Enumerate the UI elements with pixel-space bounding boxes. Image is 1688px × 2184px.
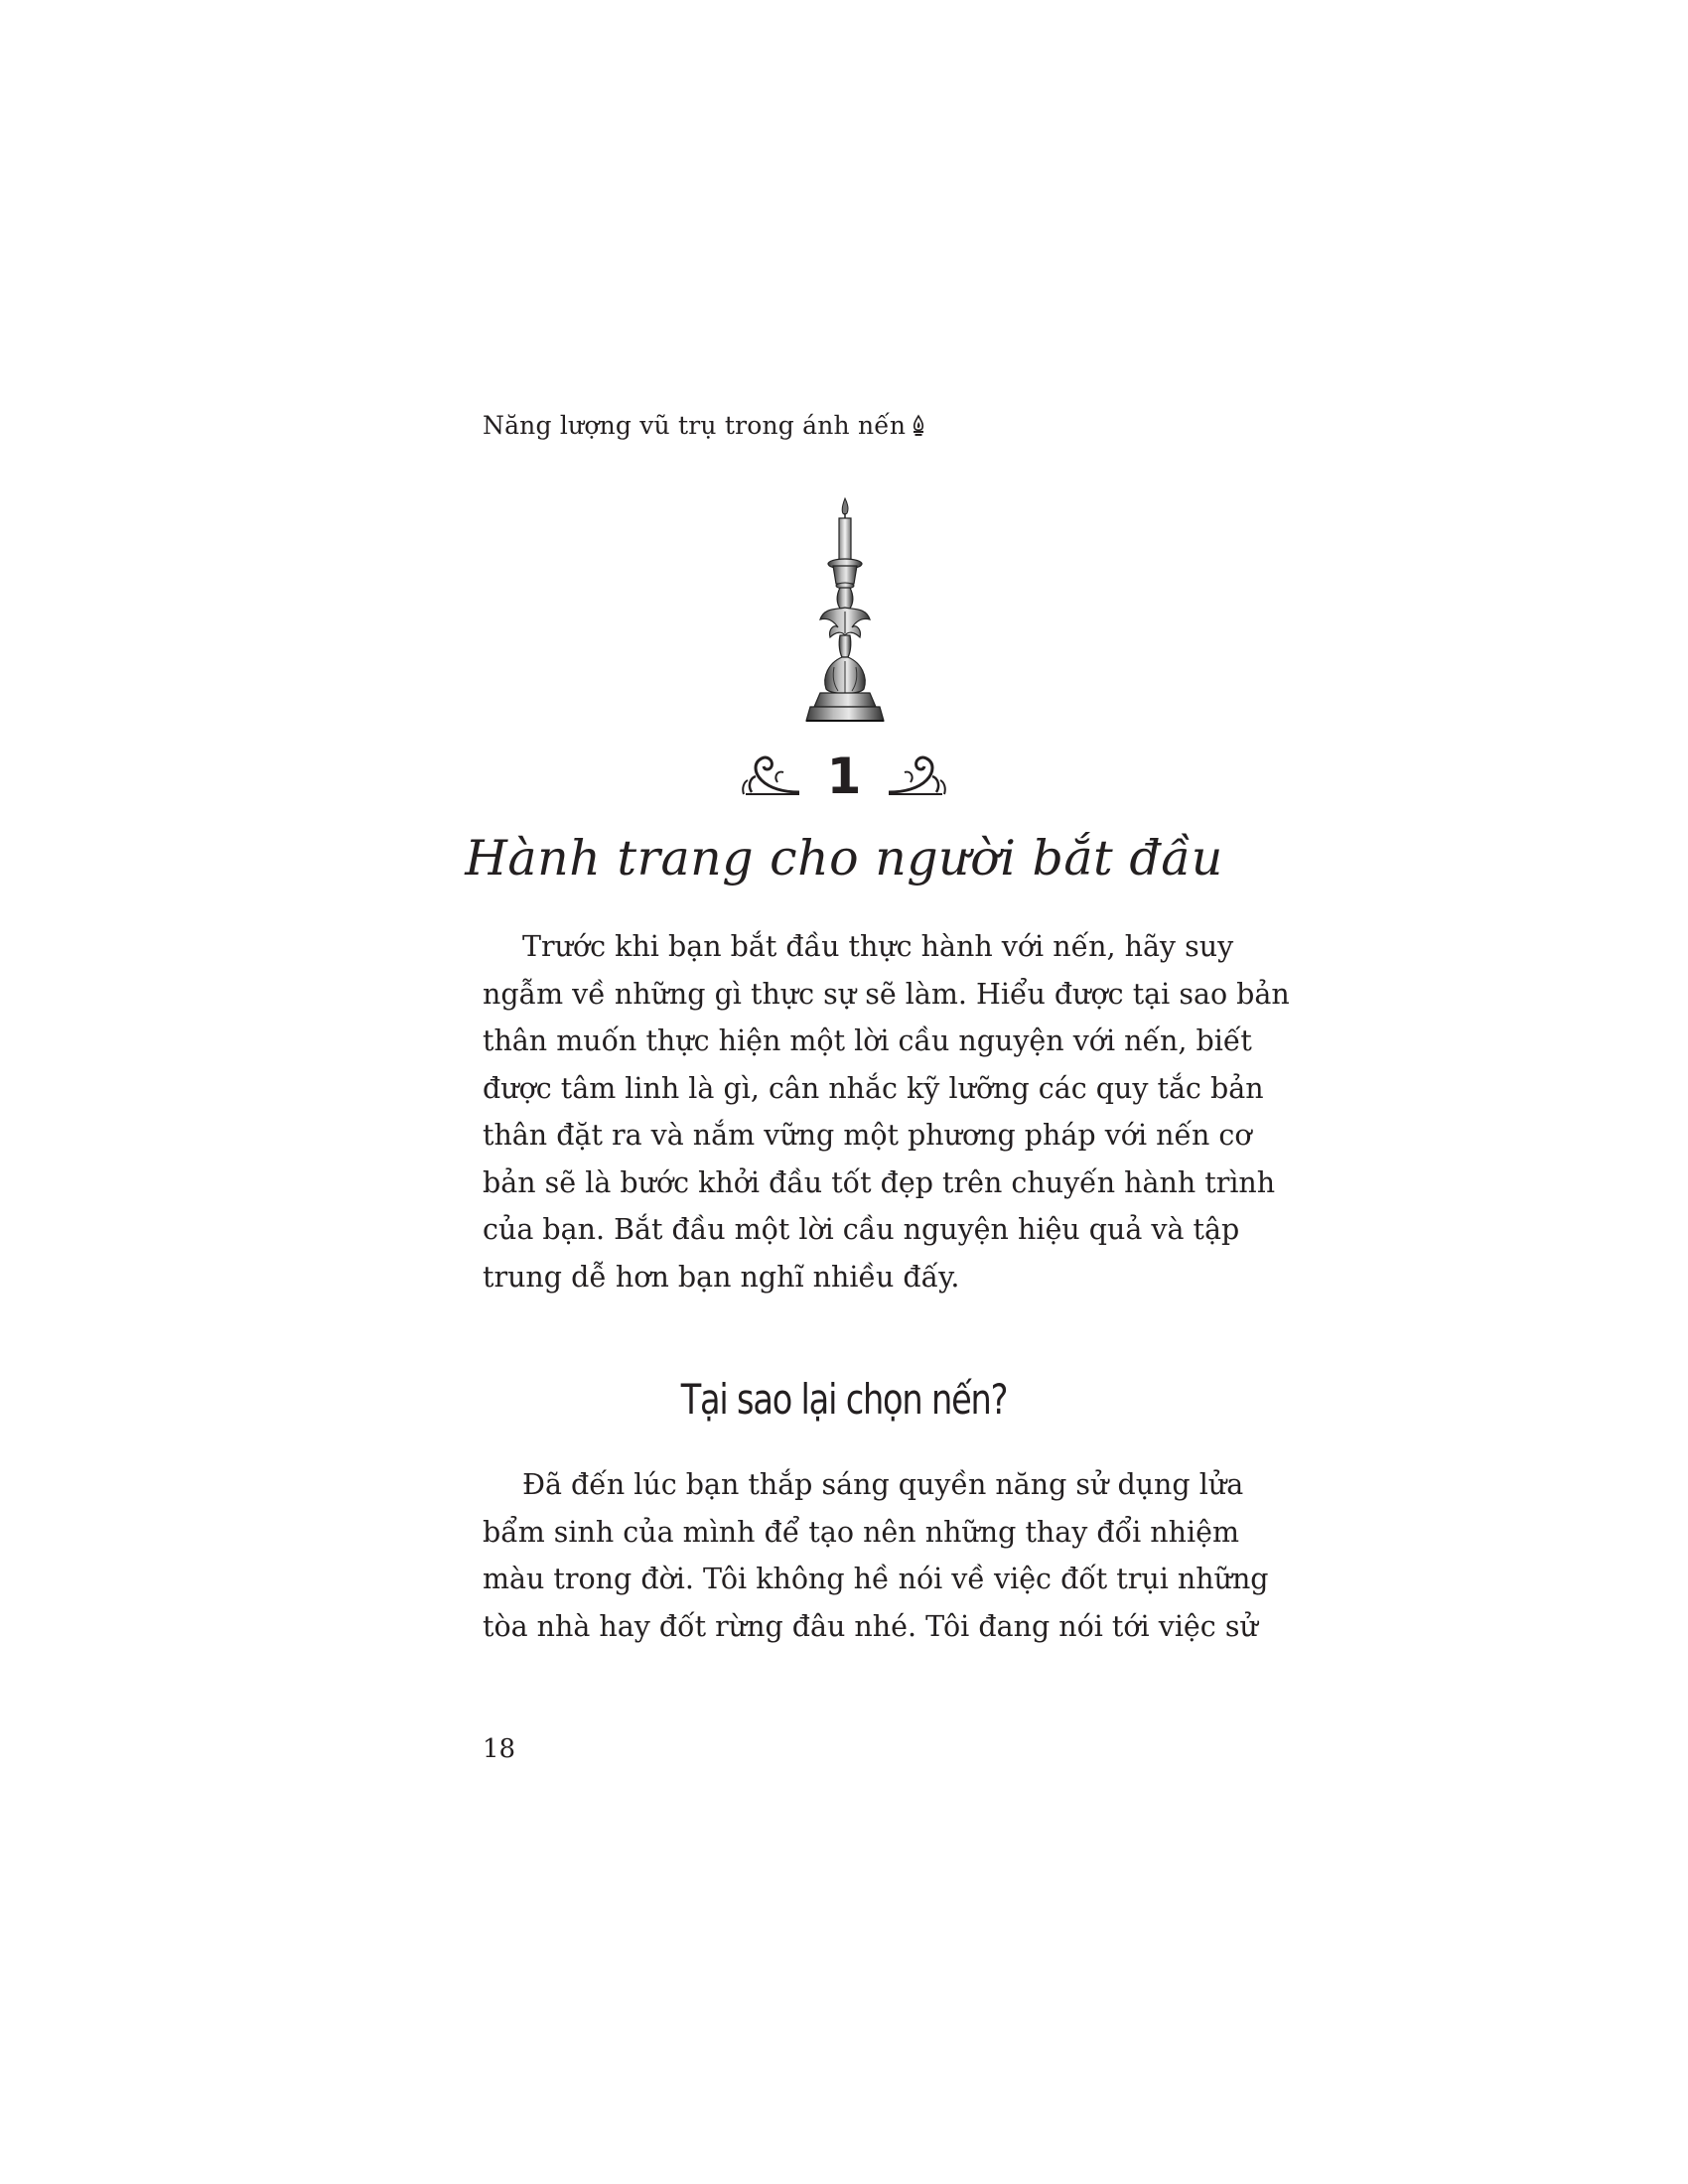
section-paragraph <box>483 1461 1269 1650</box>
paragraph-line: bản sẽ là bước khởi đầu tốt đẹp trên chuyến hành trình <box>483 1165 1276 1199</box>
paragraph-line: Trước khi bạn bắt đầu thực hành với nến, hãy suy <box>522 930 1234 963</box>
paragraph-line: của bạn. Bắt đầu một lời cầu nguyện hiệu quả và tập <box>483 1213 1240 1246</box>
paragraph-line: tòa nhà hay đốt rừng đâu nhé. Tôi đang nói tới việc sử <box>483 1609 1258 1643</box>
page-number: 18 <box>483 1734 516 1764</box>
paragraph-line: Đã đến lúc bạn thắp sáng quyền năng sử dụng lửa <box>522 1468 1244 1501</box>
chapter-title: Hành trang cho người bắt đầu <box>465 830 1223 887</box>
paragraph-line: được tâm linh là gì, cân nhắc kỹ lưỡng các quy tắc bản <box>483 1071 1264 1105</box>
chapter-number: 1 <box>826 748 862 805</box>
paragraph-line: thân muốn thực hiện một lời cầu nguyện với nến, biết <box>483 1024 1252 1057</box>
candlestick-illustration <box>800 496 890 727</box>
paragraph-line: màu trong đời. Tôi không hề nói về việc đốt trụi những <box>483 1563 1269 1595</box>
flourish-right-icon <box>887 752 948 800</box>
intro-paragraph <box>483 923 1290 1300</box>
section-heading: Tại sao lại chọn nến? <box>680 1375 1008 1424</box>
running-header-text: Năng lượng vũ trụ trong ánh nến <box>483 411 907 440</box>
paragraph-line: thân đặt ra và nắm vững một phương pháp với nến cơ <box>483 1119 1252 1152</box>
candle-flame-icon <box>912 415 925 437</box>
running-header <box>483 411 925 440</box>
paragraph-line: trung dễ hơn bạn nghĩ nhiều đấy. <box>483 1260 960 1294</box>
chapter-number-row <box>0 747 1688 806</box>
paragraph-line: bẩm sinh của mình để tạo nên những thay đổi nhiệm <box>483 1515 1239 1549</box>
flourish-left-icon <box>740 752 801 800</box>
paragraph-line: ngẫm về những gì thực sự sẽ làm. Hiểu được tại sao bản <box>483 977 1290 1011</box>
